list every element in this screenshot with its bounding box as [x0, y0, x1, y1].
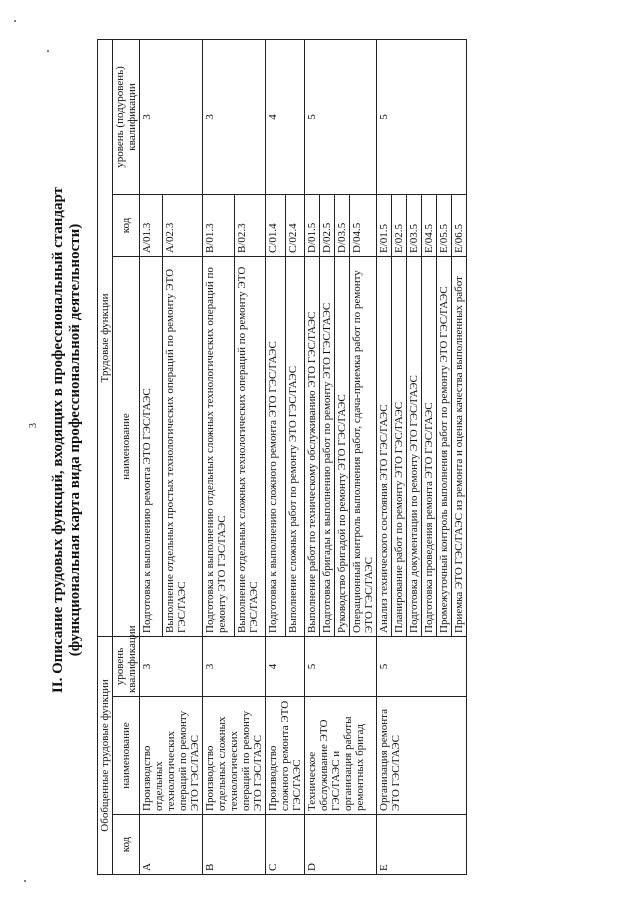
generalized-header: Обобщенные трудовые функции: [98, 636, 113, 874]
function-level: 3: [203, 39, 266, 194]
col-func-code: код: [113, 194, 140, 256]
group-name: Производство отдельных сложных технологических операций по ремонту ЭТО ГЭС/ГАЭС: [203, 697, 266, 815]
page-number: 3: [28, 423, 39, 428]
function-name: Анализ технического состояния ЭТО ГЭС/ГАЭС: [377, 256, 392, 636]
function-code: D/04.5: [350, 194, 377, 256]
function-level: 5: [305, 39, 377, 194]
scan-speck: [47, 50, 49, 52]
table-row: [305, 39, 320, 874]
group-name: Организация ремонта ЭТО ГЭС/ГАЭС: [377, 697, 467, 815]
section-title: [50, 160, 84, 720]
function-name: Выполнение работ по техническому обслуживанию ЭТО ГЭС/ГАЭС: [305, 256, 320, 636]
function-code: A/02.3: [162, 194, 203, 256]
table-row: [140, 39, 163, 874]
function-name: Планирование работ по ремонту ЭТО ГЭС/ГАЭС: [392, 256, 407, 636]
function-code: E/04.5: [422, 194, 437, 256]
function-code: E/01.5: [377, 194, 392, 256]
group-level: 4: [266, 636, 305, 696]
function-name: Подготовка бригады к выполнению работ по ремонту ЭТО ГЭС/ГАЭС: [320, 256, 335, 636]
functional-map: [97, 40, 617, 875]
function-name: Выполнение сложных работ по ремонту ЭТО ГЭС/ГАЭС: [285, 256, 305, 636]
function-code: A/01.3: [140, 194, 163, 256]
function-level: 4: [266, 39, 305, 194]
function-name: Выполнение отдельных сложных технологических операций по ремонту ЭТО ГЭС/ГАЭС: [234, 256, 266, 636]
group-name: Производство отдельных технологических операций по ремонту ЭТО ГЭС/ГАЭС: [140, 697, 203, 815]
function-code: C/01.4: [266, 194, 286, 256]
function-name: Подготовка документации по ремонту ЭТО ГЭС/ГАЭС: [407, 256, 422, 636]
group-code: B: [203, 815, 266, 875]
table-row: [377, 39, 392, 874]
col-sublevel: уровень (подуровень) квалификации: [113, 39, 140, 194]
function-name: Выполнение отдельных простых технологических операций по ремонту ЭТО ГЭС/ГАЭС: [162, 256, 203, 636]
function-code: B/01.3: [203, 194, 235, 256]
function-code: E/03.5: [407, 194, 422, 256]
scan-speck: [24, 880, 26, 882]
scan-speck: [14, 20, 16, 22]
function-level: 3: [140, 39, 203, 194]
group-code: C: [266, 815, 305, 875]
group-name: Техническое обслуживание ЭТО ГЭС/ГАЭС и организация работы ремонтных бригад: [305, 697, 377, 815]
function-name: Подготовка проведения ремонта ЭТО ГЭС/ГАЭС: [422, 256, 437, 636]
group-code: A: [140, 815, 203, 875]
group-name: Производство сложного ремонта ЭТО ГЭС/ГАЭС: [266, 697, 305, 815]
table-row: [203, 39, 235, 874]
function-code: B/02.3: [234, 194, 266, 256]
group-level: 5: [377, 636, 467, 696]
function-code: E/02.5: [392, 194, 407, 256]
labor-header: Трудовые функции: [98, 39, 113, 636]
function-name: Подготовка к выполнению отдельных сложных технологических операций по ремонту ЭТО ГЭС/ГАЭС: [203, 256, 235, 636]
function-name: Руководство бригадой по ремонту ЭТО ГЭС/ГАЭС: [335, 256, 350, 636]
group-level: 3: [140, 636, 203, 696]
group-code: E: [377, 815, 467, 875]
function-code: C/02.4: [285, 194, 305, 256]
col-name: наименование: [113, 697, 140, 815]
group-level: 5: [305, 636, 377, 696]
function-code: E/06.5: [452, 194, 467, 256]
function-name: Приемка ЭТО ГЭС/ГАЭС из ремонта и оценка качества выполненных работ: [452, 256, 467, 636]
title-line-1: II. Описание трудовых функций, входящих в профессиональный стандарт: [50, 186, 66, 694]
group-code: D: [305, 815, 377, 875]
col-func-name: наименование: [113, 256, 140, 636]
function-level: 5: [377, 39, 467, 194]
function-name: Подготовка к выполнению сложного ремонта ЭТО ГЭС/ГАЭС: [266, 256, 286, 636]
table-row: [266, 39, 286, 874]
col-level: уровень квалификации: [113, 636, 140, 696]
functions-table: [97, 39, 467, 875]
col-code: код: [113, 815, 140, 875]
function-code: D/01.5: [305, 194, 320, 256]
function-code: D/02.5: [320, 194, 335, 256]
function-name: Операционный контроль выполнения работ, сдача-приемка работ по ремонту ЭТО ГЭС/ГАЭС: [350, 256, 377, 636]
function-code: D/03.5: [335, 194, 350, 256]
function-name: Подготовка к выполнению ремонта ЭТО ГЭС/ГАЭС: [140, 256, 163, 636]
function-code: E/05.5: [437, 194, 452, 256]
group-level: 3: [203, 636, 266, 696]
function-name: Промежуточный контроль выполнения работ по ремонту ЭТО ГЭС/ГАЭС: [437, 256, 452, 636]
table-body: [140, 39, 467, 874]
title-line-2: (функциональная карта вида профессиональной деятельности): [67, 223, 83, 657]
